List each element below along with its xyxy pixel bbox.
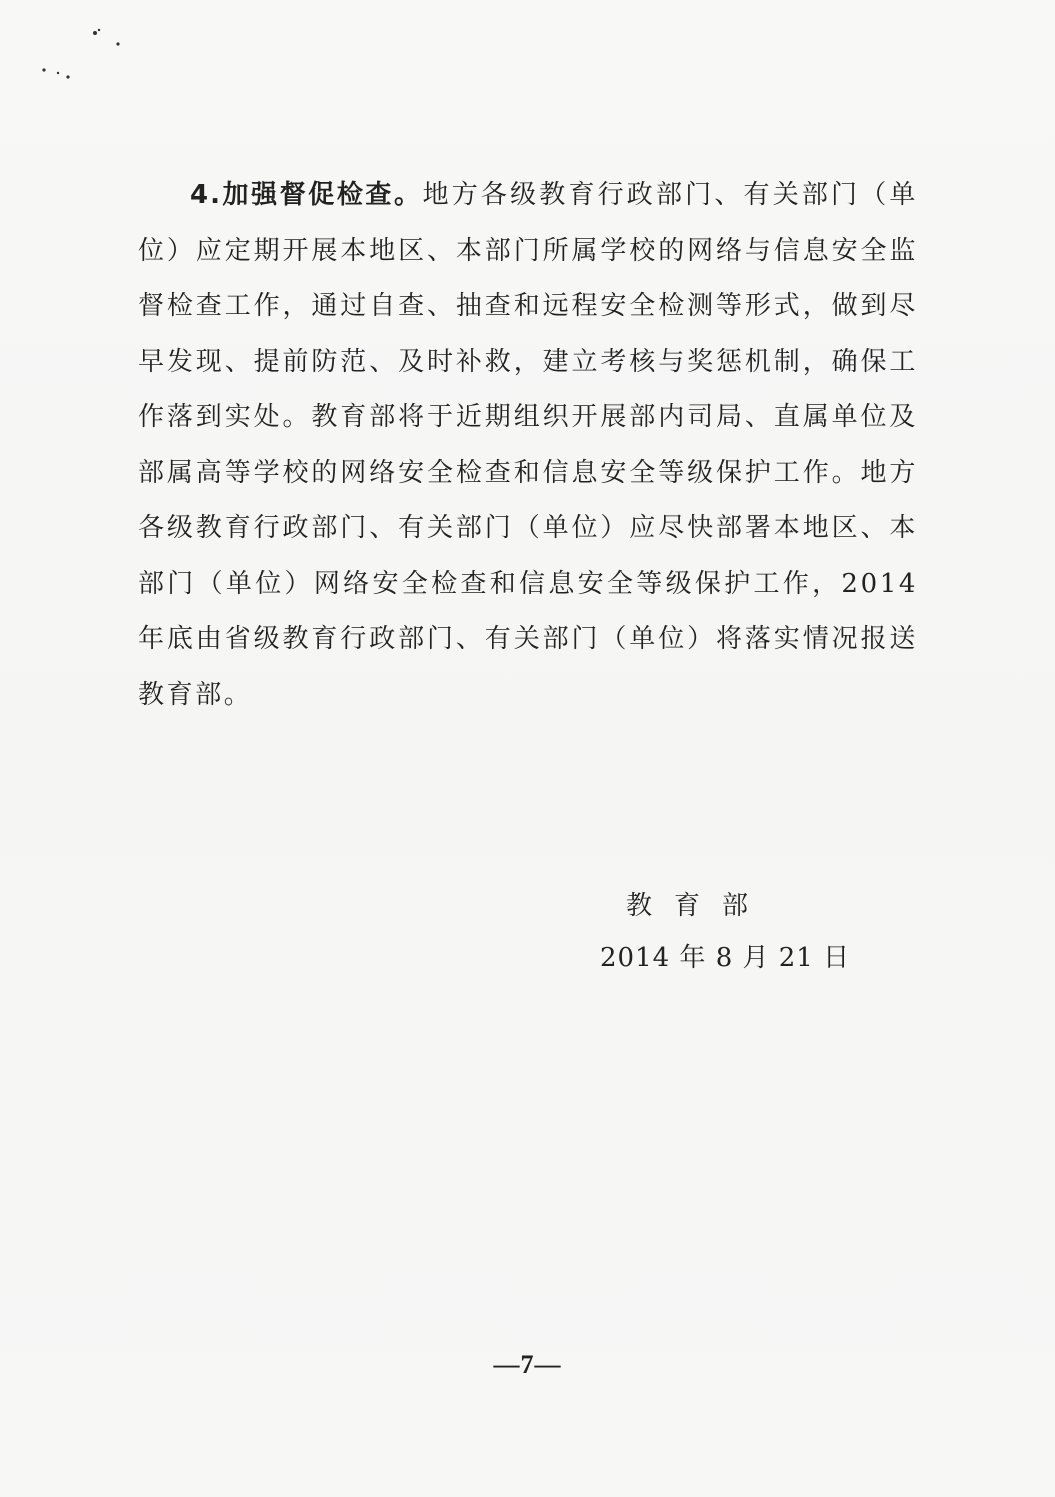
signature-organization: 教育部 xyxy=(626,891,771,921)
scan-specks xyxy=(0,0,120,100)
signature-date: 2014 年 8 月 21 日 xyxy=(600,943,851,973)
signature-block xyxy=(600,880,860,984)
body-paragraph xyxy=(138,168,918,723)
paragraph-text: 地方各级教育行政部门、有关部门（单位）应定期开展本地区、本部门所属学校的网络与信息安全监督检查工作，通过自查、抽查和远程安全检测等形式，做到尽早发现、提前防范、及时补救，建立考核与奖惩机制，确保工作落到实处。教育部将于近期组织开展部内司局、直属单位及部属高等学校的网络安全检查和信息安全等级保护工作。地方各级教育行政部门、有关部门（单位）应尽快部署本地区、本部门（单位）网络安全检查和信息安全等级保护工作，2014 年底由省级教育行政部门、有关部门（单位）将落实情况报送教育部。 xyxy=(138,180,918,710)
page-number: —7— xyxy=(493,1350,562,1379)
paragraph-lead-heading: 4.加强督促检查。 xyxy=(190,180,423,210)
